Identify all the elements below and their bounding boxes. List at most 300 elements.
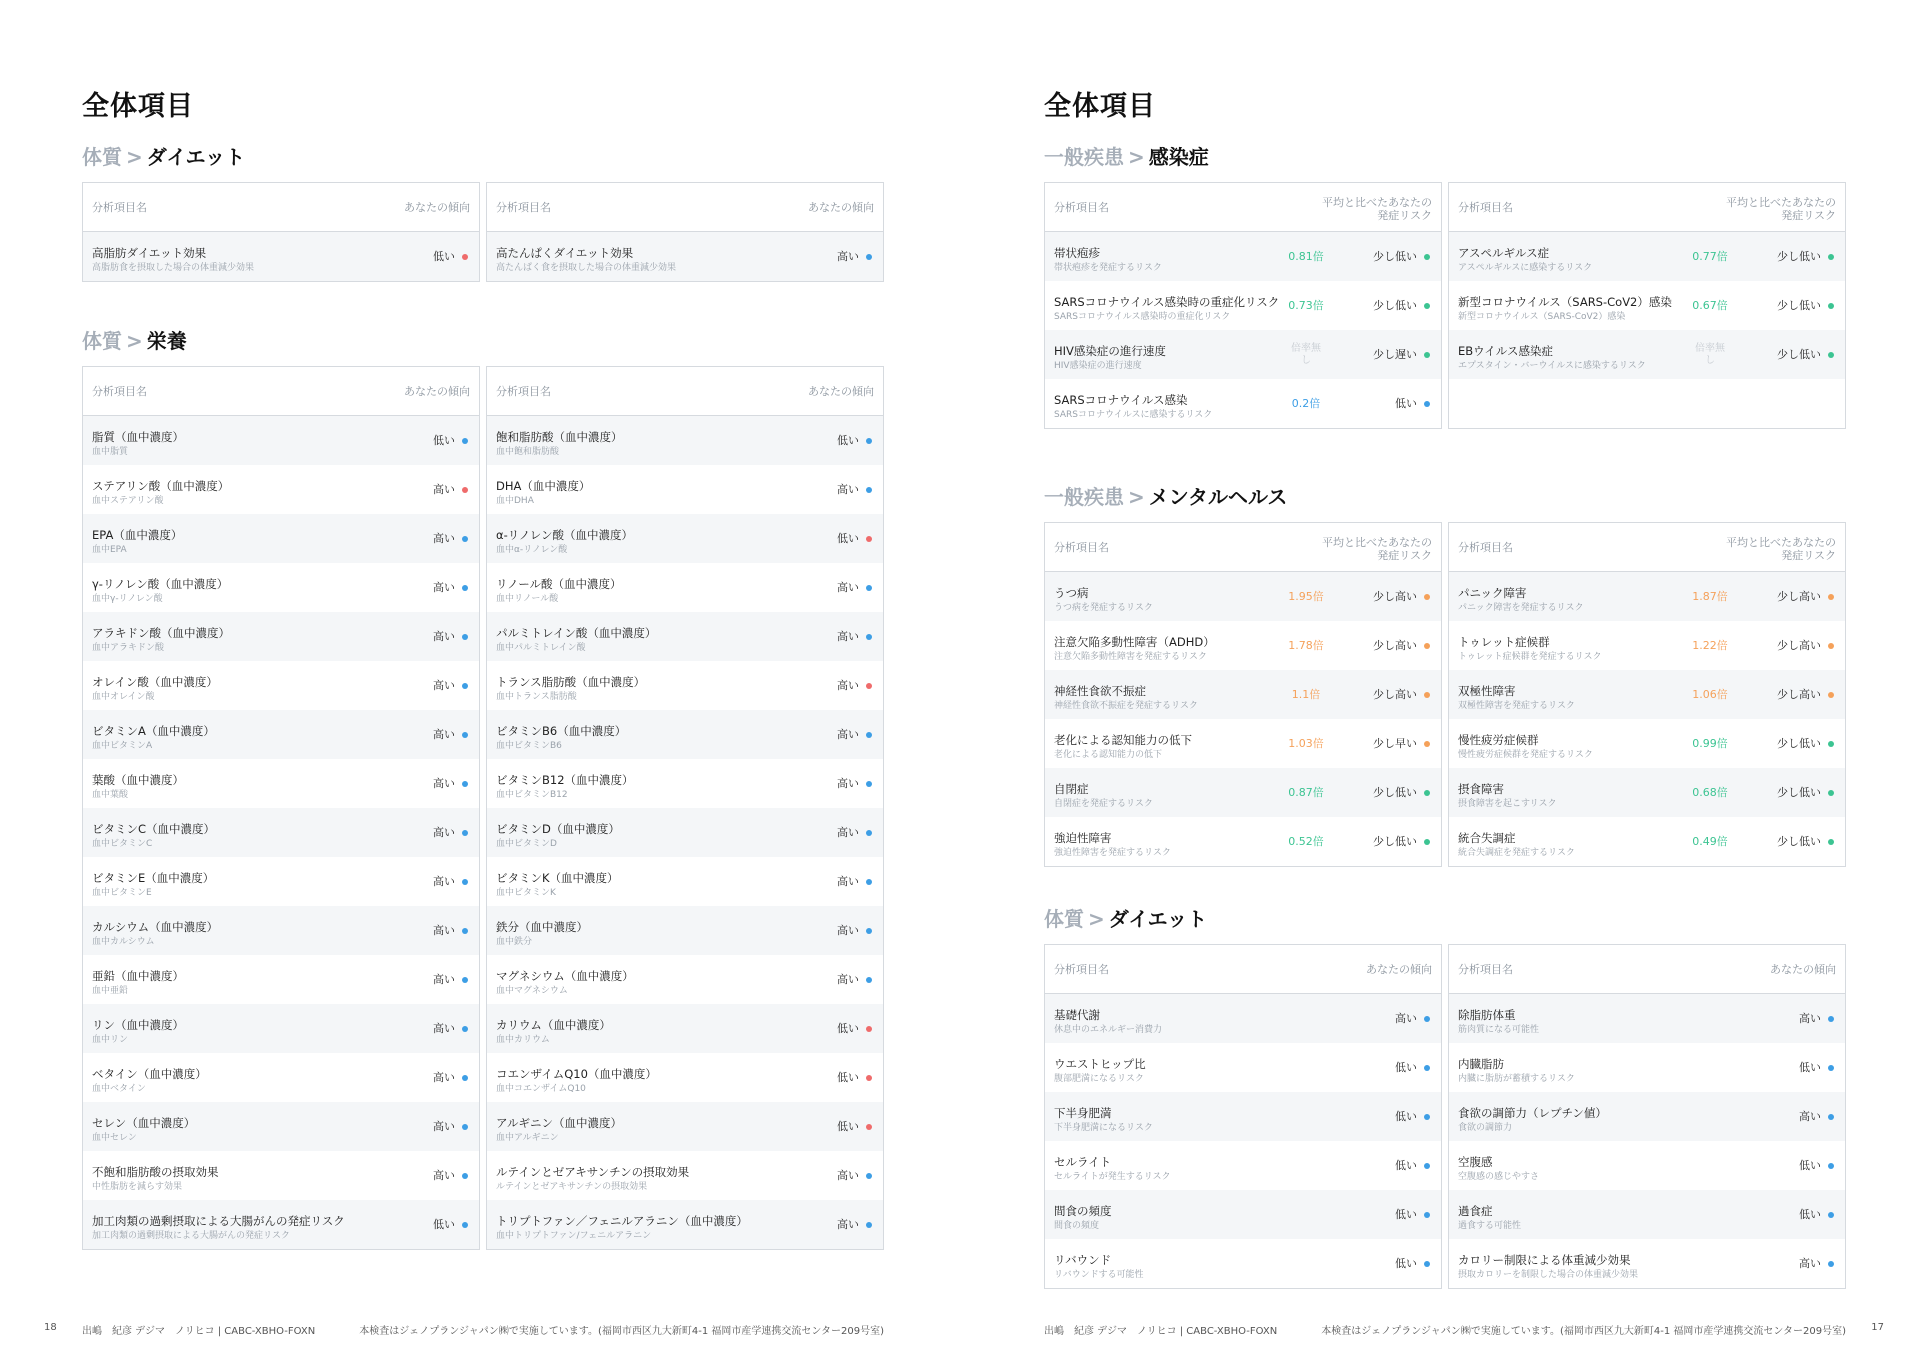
section-subcategory: 感染症 xyxy=(1148,145,1209,169)
risk-ratio: 0.73倍 xyxy=(1288,299,1324,312)
header-risk xyxy=(1696,196,1836,222)
item-description: 間食の頻度 xyxy=(1054,1221,1100,1231)
status-dot-icon xyxy=(1424,839,1430,845)
table-row xyxy=(487,563,883,612)
tendency-label: 高い xyxy=(433,1120,455,1133)
tendency-label: 低い xyxy=(1395,1159,1417,1172)
risk-ratio: 0.49倍 xyxy=(1692,835,1728,848)
status-dot-icon xyxy=(462,1222,468,1228)
risk-ratio: 1.03倍 xyxy=(1288,737,1324,750)
item-description: アスペルギルスに感染するリスク xyxy=(1458,263,1593,273)
item-name: アスペルギルス症 xyxy=(1458,246,1550,260)
table-row xyxy=(487,1200,883,1249)
table-row xyxy=(1045,281,1441,330)
item-name: 強迫性障害 xyxy=(1054,831,1112,845)
status-dot-icon xyxy=(462,585,468,591)
item-name: ルテインとゼアキサンチンの摂取効果 xyxy=(496,1165,690,1179)
table-row xyxy=(487,808,883,857)
item-name: 老化による認知能力の低下 xyxy=(1054,733,1192,747)
status-dot-icon xyxy=(866,536,872,542)
risk-ratio: 0.67倍 xyxy=(1692,299,1728,312)
item-description: 血中ステアリン酸 xyxy=(92,496,164,506)
table-row xyxy=(83,416,479,465)
section-separator: > xyxy=(1128,485,1145,509)
footer-name: 出嶋 紀彦 デジマ ノリヒコ | CABC-XBHO-FOXN xyxy=(1044,1326,1278,1337)
item-name: ウエストヒップ比 xyxy=(1054,1057,1146,1071)
risk-ratio: 0.52倍 xyxy=(1288,835,1324,848)
tendency-label: 少し低い xyxy=(1777,299,1821,312)
table-row xyxy=(83,857,479,906)
footer-notice: 本検査はジェノプランジャパン㈱で実施しています。(福岡市西区九大新町4-1 福岡市産学連携交流センター209号室) xyxy=(359,1326,884,1337)
item-name: 過食症 xyxy=(1458,1204,1493,1218)
status-dot-icon xyxy=(866,1026,872,1032)
header-risk-line1: 平均と比べたあなたの xyxy=(1726,536,1836,549)
table-row xyxy=(1045,572,1441,621)
table-row xyxy=(83,1151,479,1200)
table-row xyxy=(487,906,883,955)
item-name: 新型コロナウイルス（SARS-CoV2）感染 xyxy=(1458,295,1672,309)
item-name: 加工肉類の過剰摂取による大腸がんの発症リスク xyxy=(92,1214,345,1228)
status-dot-icon xyxy=(462,830,468,836)
page-title: 全体項目 xyxy=(1044,91,1156,122)
item-description: 血中アラキドン酸 xyxy=(92,643,165,653)
tendency-label: 高い xyxy=(837,630,859,643)
table-body xyxy=(487,232,883,281)
tendency-label: 低い xyxy=(433,1218,455,1231)
table-row xyxy=(83,1200,479,1249)
item-description: 内臓に脂肪が蓄積するリスク xyxy=(1458,1074,1575,1084)
item-description: 強迫性障害を発症するリスク xyxy=(1054,848,1171,858)
status-dot-icon xyxy=(1424,352,1430,358)
item-description: 自閉症を発症するリスク xyxy=(1054,799,1153,809)
table-row xyxy=(487,759,883,808)
table-row xyxy=(83,955,479,1004)
tendency-label: 低い xyxy=(1395,1061,1417,1074)
item-description: エプスタイン・バーウイルスに感染するリスク xyxy=(1458,361,1646,371)
item-description: 血中トリプトファン/フェニルアラニン xyxy=(496,1231,652,1241)
table-row xyxy=(1449,994,1845,1043)
status-dot-icon xyxy=(1424,741,1430,747)
status-dot-icon xyxy=(462,487,468,493)
tendency-label: 高い xyxy=(433,875,455,888)
section-category: 体質 xyxy=(82,145,122,169)
status-dot-icon xyxy=(866,438,872,444)
item-name: トランス脂肪酸（血中濃度） xyxy=(496,675,646,689)
header-risk xyxy=(1292,196,1432,222)
item-description: 血中ビタミンB12 xyxy=(496,790,568,800)
tendency-label: 少し遅い xyxy=(1373,348,1417,361)
table-row xyxy=(487,661,883,710)
table-header xyxy=(83,367,479,416)
table-body xyxy=(1045,572,1441,866)
item-name: 下半身肥満 xyxy=(1054,1106,1112,1120)
tendency-label: 高い xyxy=(837,581,859,594)
tendency-label: 高い xyxy=(837,1169,859,1182)
tendency-label: 高い xyxy=(1799,1257,1821,1270)
item-description: セルライトが発生するリスク xyxy=(1054,1172,1171,1182)
item-description: 血中DHA xyxy=(496,496,534,506)
status-dot-icon xyxy=(1424,1016,1430,1022)
table-body xyxy=(1449,232,1845,379)
status-dot-icon xyxy=(866,1124,872,1130)
tendency-label: 高い xyxy=(837,973,859,986)
table-row xyxy=(487,857,883,906)
status-dot-icon xyxy=(866,1222,872,1228)
footer-page-number: 18 xyxy=(44,1322,57,1333)
table-row xyxy=(1449,1141,1845,1190)
section-subcategory: 栄養 xyxy=(146,329,187,353)
table-row xyxy=(1045,1239,1441,1288)
tendency-label: 高い xyxy=(433,728,455,741)
section-category: 一般疾患 xyxy=(1044,485,1124,509)
table-row xyxy=(1449,817,1845,866)
table-row xyxy=(83,661,479,710)
item-description: 血中マグネシウム xyxy=(496,986,568,996)
section-heading xyxy=(1044,481,1846,513)
tendency-label: 低い xyxy=(1395,1208,1417,1221)
item-description: 空腹感の感じやすさ xyxy=(1458,1172,1540,1182)
tendency-label: 高い xyxy=(837,1218,859,1231)
analysis-table xyxy=(1044,944,1442,1289)
tendency-label: 低い xyxy=(1799,1208,1821,1221)
tendency-label: 低い xyxy=(1799,1061,1821,1074)
section-heading xyxy=(1044,141,1846,173)
header-tendency: あなたの傾向 xyxy=(1366,963,1432,976)
status-dot-icon xyxy=(1828,692,1834,698)
table-row xyxy=(487,612,883,661)
status-dot-icon xyxy=(1424,401,1430,407)
table-body xyxy=(1045,994,1441,1288)
status-dot-icon xyxy=(1828,839,1834,845)
item-description: 血中鉄分 xyxy=(496,937,533,947)
item-name: オレイン酸（血中濃度） xyxy=(92,675,218,689)
item-description: 血中コエンザイムQ10 xyxy=(496,1084,586,1094)
status-dot-icon xyxy=(866,977,872,983)
item-description: 筋肉質になる可能性 xyxy=(1458,1025,1540,1035)
risk-ratio: 0.99倍 xyxy=(1692,737,1728,750)
item-description: 血中ビタミンB6 xyxy=(496,741,562,751)
header-item-name: 分析項目名 xyxy=(1054,201,1109,214)
status-dot-icon xyxy=(1828,643,1834,649)
item-description: 新型コロナウイルス（SARS-CoV2）感染 xyxy=(1458,312,1626,322)
table-body xyxy=(1449,994,1845,1288)
status-dot-icon xyxy=(462,536,468,542)
table-row xyxy=(1045,817,1441,866)
table-row xyxy=(487,1151,883,1200)
item-name: 注意欠陥多動性障害（ADHD） xyxy=(1054,635,1215,649)
table-row xyxy=(487,955,883,1004)
status-dot-icon xyxy=(1424,790,1430,796)
tendency-label: 高い xyxy=(837,728,859,741)
header-tendency: あなたの傾向 xyxy=(808,201,874,214)
tendency-label: 少し高い xyxy=(1777,590,1821,603)
item-description: 血中アルギニン xyxy=(496,1133,559,1143)
tendency-label: 高い xyxy=(837,875,859,888)
risk-ratio: 1.95倍 xyxy=(1288,590,1324,603)
header-risk-line2: 発症リスク xyxy=(1781,549,1836,562)
table-row xyxy=(1449,670,1845,719)
section-separator: > xyxy=(1088,907,1105,931)
status-dot-icon xyxy=(866,254,872,260)
item-description: HIV感染症の進行速度 xyxy=(1054,361,1142,371)
item-name: 除脂肪体重 xyxy=(1458,1008,1516,1022)
item-name: リノール酸（血中濃度） xyxy=(496,577,622,591)
header-item-name: 分析項目名 xyxy=(1458,963,1513,976)
status-dot-icon xyxy=(1828,1261,1834,1267)
status-dot-icon xyxy=(1828,790,1834,796)
item-name: SARSコロナウイルス感染時の重症化リスク xyxy=(1054,295,1280,309)
status-dot-icon xyxy=(1424,254,1430,260)
tendency-label: 高い xyxy=(433,581,455,594)
table-header xyxy=(487,183,883,232)
risk-ratio: 0.87倍 xyxy=(1288,786,1324,799)
table-row xyxy=(1045,719,1441,768)
risk-ratio: 1.22倍 xyxy=(1692,639,1728,652)
risk-ratio: 0.77倍 xyxy=(1692,250,1728,263)
header-item-name: 分析項目名 xyxy=(1458,201,1513,214)
status-dot-icon xyxy=(866,1173,872,1179)
tendency-label: 低い xyxy=(1395,1110,1417,1123)
status-dot-icon xyxy=(462,1026,468,1032)
status-dot-icon xyxy=(866,585,872,591)
item-name: 葉酸（血中濃度） xyxy=(92,773,184,787)
table-body xyxy=(1045,232,1441,428)
item-description: 過食する可能性 xyxy=(1458,1221,1522,1231)
item-description: 血中γ-リノレン酸 xyxy=(92,594,163,604)
item-name: 内臓脂肪 xyxy=(1458,1057,1504,1071)
status-dot-icon xyxy=(462,977,468,983)
tendency-label: 高い xyxy=(837,826,859,839)
item-description: 血中EPA xyxy=(92,545,127,555)
header-risk-line1: 平均と比べたあなたの xyxy=(1322,196,1432,209)
item-name: マグネシウム（血中濃度） xyxy=(496,969,634,983)
table-row xyxy=(1449,1239,1845,1288)
item-description: 血中ビタミンD xyxy=(496,839,557,849)
item-name: 自閉症 xyxy=(1054,782,1089,796)
tendency-label: 高い xyxy=(433,679,455,692)
item-name: EBウイルス感染症 xyxy=(1458,344,1553,358)
item-name: パニック障害 xyxy=(1458,586,1527,600)
tendency-label: 少し低い xyxy=(1373,835,1417,848)
item-name: パルミトレイン酸（血中濃度） xyxy=(496,626,657,640)
analysis-table xyxy=(1044,522,1442,867)
analysis-table xyxy=(1044,182,1442,429)
section-0 xyxy=(1044,141,1846,420)
section-heading xyxy=(1044,903,1846,935)
item-name: 不飽和脂肪酸の摂取効果 xyxy=(92,1165,219,1179)
status-dot-icon xyxy=(1424,1261,1430,1267)
risk-ratio: 1.1倍 xyxy=(1291,688,1321,701)
tendency-label: 高い xyxy=(433,532,455,545)
item-name: カロリー制限による体重減少効果 xyxy=(1458,1253,1631,1267)
tendency-label: 高い xyxy=(433,483,455,496)
table-row xyxy=(1449,572,1845,621)
table-body xyxy=(487,416,883,1249)
tendency-label: 高い xyxy=(433,826,455,839)
section-heading xyxy=(82,141,884,173)
risk-ratio-none xyxy=(1685,343,1735,367)
risk-ratio: 1.06倍 xyxy=(1692,688,1728,701)
status-dot-icon xyxy=(462,438,468,444)
item-description: 高脂肪食を摂取した場合の体重減少効果 xyxy=(92,263,255,273)
item-description: トゥレット症候群を発症するリスク xyxy=(1458,652,1602,662)
item-name: トゥレット症候群 xyxy=(1458,635,1550,649)
tendency-label: 低い xyxy=(837,1022,859,1035)
item-name: HIV感染症の進行速度 xyxy=(1054,344,1166,358)
table-row xyxy=(1045,994,1441,1043)
table-row xyxy=(1449,330,1845,379)
status-dot-icon xyxy=(1424,594,1430,600)
item-description: 老化による認知能力の低下 xyxy=(1054,750,1163,760)
table-row xyxy=(1045,330,1441,379)
status-dot-icon xyxy=(462,1075,468,1081)
tendency-label: 高い xyxy=(837,483,859,496)
status-dot-icon xyxy=(866,781,872,787)
status-dot-icon xyxy=(866,487,872,493)
status-dot-icon xyxy=(1828,1212,1834,1218)
item-description: 統合失調症を発症するリスク xyxy=(1458,848,1575,858)
tendency-label: 低い xyxy=(1799,1159,1821,1172)
item-name: EPA（血中濃度） xyxy=(92,528,183,542)
item-name: アラキドン酸（血中濃度） xyxy=(92,626,230,640)
item-description: 摂取カロリーを制限した場合の体重減少効果 xyxy=(1458,1270,1639,1280)
item-name: トリプトファン／フェニルアラニン（血中濃度） xyxy=(496,1214,748,1228)
item-description: 血中亜鉛 xyxy=(92,986,129,996)
table-row xyxy=(487,1004,883,1053)
item-name: 慢性疲労症候群 xyxy=(1458,733,1539,747)
tendency-label: 少し高い xyxy=(1373,688,1417,701)
status-dot-icon xyxy=(1828,741,1834,747)
item-description: 神経性食欲不振症を発症するリスク xyxy=(1054,701,1198,711)
header-risk-line2: 発症リスク xyxy=(1377,549,1432,562)
table-body xyxy=(83,416,479,1249)
tendency-label: 高い xyxy=(433,1169,455,1182)
table-row xyxy=(1045,768,1441,817)
item-name: 双極性障害 xyxy=(1458,684,1516,698)
analysis-table xyxy=(486,366,884,1250)
tendency-label: 低い xyxy=(837,434,859,447)
item-name: うつ病 xyxy=(1054,586,1089,600)
table-header xyxy=(1045,945,1441,994)
status-dot-icon xyxy=(1424,303,1430,309)
item-name: 高脂肪ダイエット効果 xyxy=(92,246,207,260)
item-description: 高たんぱく食を摂取した場合の体重減少効果 xyxy=(496,263,677,273)
section-2 xyxy=(1044,903,1846,1280)
table-row xyxy=(1449,1092,1845,1141)
table-row xyxy=(1045,1092,1441,1141)
risk-ratio: 1.87倍 xyxy=(1692,590,1728,603)
tendency-label: 低い xyxy=(1395,1257,1417,1270)
status-dot-icon xyxy=(866,830,872,836)
status-dot-icon xyxy=(1828,352,1834,358)
item-name: DHA（血中濃度） xyxy=(496,479,591,493)
item-name: カルシウム（血中濃度） xyxy=(92,920,219,934)
right-page xyxy=(960,0,1920,1358)
status-dot-icon xyxy=(1424,1212,1430,1218)
status-dot-icon xyxy=(866,1075,872,1081)
status-dot-icon xyxy=(866,683,872,689)
item-description: 休息中のエネルギー消費力 xyxy=(1054,1025,1163,1035)
tendency-label: 高い xyxy=(837,777,859,790)
item-name: ビタミンA（血中濃度） xyxy=(92,724,215,738)
item-name: アルギニン（血中濃度） xyxy=(496,1116,623,1130)
item-description: 血中リノール酸 xyxy=(496,594,559,604)
item-description: 血中ビタミンA xyxy=(92,741,153,751)
item-description: 加工肉類の過剰摂取による大腸がんの発症リスク xyxy=(92,1231,290,1241)
item-name: リバウンド xyxy=(1054,1253,1112,1267)
item-description: 血中オレイン酸 xyxy=(92,692,155,702)
header-risk xyxy=(1696,536,1836,562)
section-heading xyxy=(82,325,884,357)
item-description: 注意欠陥多動性障害を発症するリスク xyxy=(1054,652,1207,662)
status-dot-icon xyxy=(1424,643,1430,649)
status-dot-icon xyxy=(1828,1065,1834,1071)
table-header xyxy=(1045,183,1441,232)
tendency-label: 少し低い xyxy=(1777,786,1821,799)
table-row xyxy=(1045,1190,1441,1239)
status-dot-icon xyxy=(462,1124,468,1130)
item-name: ビタミンD（血中濃度） xyxy=(496,822,620,836)
analysis-table xyxy=(1448,522,1846,867)
table-row xyxy=(487,232,883,281)
item-name: 亜鉛（血中濃度） xyxy=(92,969,184,983)
page-title: 全体項目 xyxy=(82,91,194,122)
tendency-label: 低い xyxy=(837,1120,859,1133)
item-name: 神経性食欲不振症 xyxy=(1054,684,1146,698)
footer-name: 出嶋 紀彦 デジマ ノリヒコ | CABC-XBHO-FOXN xyxy=(82,1326,316,1337)
tendency-label: 低い xyxy=(433,250,455,263)
table-row xyxy=(1449,719,1845,768)
item-description: 血中パルミトレイン酸 xyxy=(496,643,586,653)
footer-page-number: 17 xyxy=(1871,1322,1884,1333)
item-description: 双極性障害を発症するリスク xyxy=(1458,701,1575,711)
header-tendency: あなたの傾向 xyxy=(808,385,874,398)
table-header xyxy=(1449,945,1845,994)
table-row xyxy=(1045,621,1441,670)
item-description: 中性脂肪を減らす効果 xyxy=(92,1182,183,1192)
status-dot-icon xyxy=(1828,254,1834,260)
tendency-label: 低い xyxy=(837,532,859,545)
header-item-name: 分析項目名 xyxy=(92,201,147,214)
section-separator: > xyxy=(126,145,143,169)
header-item-name: 分析項目名 xyxy=(496,385,551,398)
table-row xyxy=(83,1053,479,1102)
table-row xyxy=(487,465,883,514)
item-description: 摂食障害を起こすリスク xyxy=(1458,799,1557,809)
table-header xyxy=(1449,183,1845,232)
analysis-table xyxy=(82,182,480,282)
table-row xyxy=(487,1102,883,1151)
header-risk-line1: 平均と比べたあなたの xyxy=(1726,196,1836,209)
header-tendency: あなたの傾向 xyxy=(1770,963,1836,976)
table-row xyxy=(1045,379,1441,428)
status-dot-icon xyxy=(866,928,872,934)
tendency-label: 少し低い xyxy=(1373,299,1417,312)
table-row xyxy=(1449,232,1845,281)
section-category: 体質 xyxy=(82,329,122,353)
item-name: 帯状疱疹 xyxy=(1054,246,1100,260)
section-category: 体質 xyxy=(1044,907,1084,931)
analysis-table xyxy=(486,182,884,282)
header-tendency: あなたの傾向 xyxy=(404,385,470,398)
item-description: パニック障害を発症するリスク xyxy=(1458,603,1584,613)
tendency-label: 高い xyxy=(837,250,859,263)
risk-ratio-none-line1: 倍率無 xyxy=(1291,343,1321,354)
header-item-name: 分析項目名 xyxy=(92,385,147,398)
tendency-label: 低い xyxy=(837,1071,859,1084)
item-name: α-リノレン酸（血中濃度） xyxy=(496,528,634,542)
status-dot-icon xyxy=(462,781,468,787)
